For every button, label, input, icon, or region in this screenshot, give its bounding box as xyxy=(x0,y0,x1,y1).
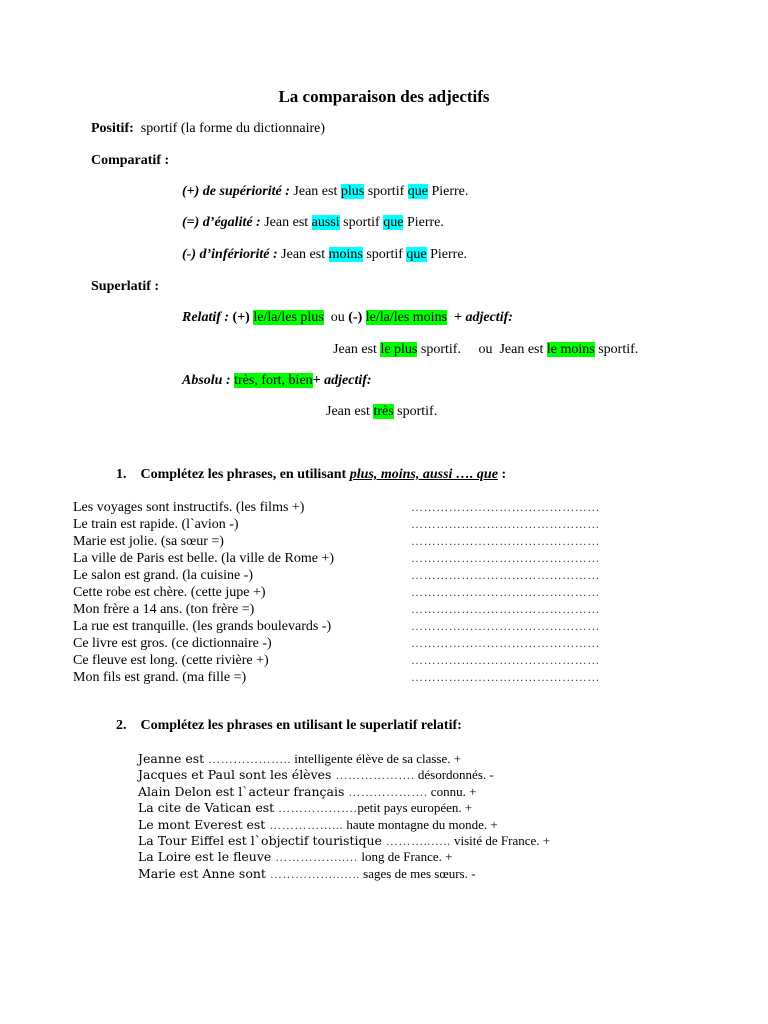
exercise1-instruction: Complétez les phrases, en utilisant xyxy=(140,467,347,482)
exercise1-colon: : xyxy=(501,467,507,482)
exercise2-list xyxy=(138,751,550,882)
list-item: Ce livre est gros. (ce dictionnaire -) xyxy=(73,636,272,651)
answer-blank: ……………………………………… xyxy=(411,670,600,684)
answer-blank: ……………………………………… xyxy=(411,636,600,650)
list-item: Marie est jolie. (sa sœur =) xyxy=(73,534,224,549)
answer-blank: ……………………………………… xyxy=(411,619,600,633)
comparatif-row-inferiorite xyxy=(182,247,467,263)
row-pre: Jean est xyxy=(293,184,338,199)
inferiorite-label: (-) d’infériorité : xyxy=(182,247,278,262)
list-item: Alain Delon est l`acteur français ………………. connu. + xyxy=(138,783,477,799)
page-title: La comparaison des adjectifs xyxy=(278,87,490,106)
list-item: Mon fils est grand. (ma fille =) xyxy=(73,670,247,685)
highlight-plus: plus xyxy=(340,184,365,199)
row-mid: sportif xyxy=(367,184,405,199)
ex-mid: sportif. ou Jean est xyxy=(420,342,544,357)
answer-blank: ……………………………………… xyxy=(411,602,600,616)
answer-blank: ……………………………………… xyxy=(411,585,600,599)
highlight-aussi: aussi xyxy=(311,215,340,230)
absolu-label: Absolu : xyxy=(182,373,231,388)
list-item: La ville de Paris est belle. (la ville de Rome +) xyxy=(73,551,334,566)
ex-pre: Jean est xyxy=(326,404,370,419)
superlatif-absolu-example xyxy=(326,404,437,420)
highlight-tres-fort-bien: très, fort, bien xyxy=(234,373,313,388)
exercise1-answer-blanks xyxy=(411,499,600,686)
superlatif-relatif-example xyxy=(333,342,638,358)
ou-text: ou xyxy=(330,310,345,325)
exercise2-instruction: Complétez les phrases en utilisant le superlatif relatif: xyxy=(140,718,462,733)
row-mid: sportif xyxy=(366,247,403,262)
answer-blank: ……………………………………… xyxy=(411,534,600,548)
answer-blank: ……………………………………… xyxy=(411,568,600,582)
ex-post: sportif. xyxy=(397,404,438,419)
superiorite-label: (+) de supériorité : xyxy=(182,184,290,199)
row-post: Pierre. xyxy=(406,215,444,230)
list-item: La rue est tranquille. (les grands boulevards -) xyxy=(73,619,332,634)
list-item: Jeanne est ……………….. intelligente élève de sa classe. + xyxy=(138,751,462,766)
superlatif-label: Superlatif : xyxy=(91,279,160,294)
highlight-le-moins: le moins xyxy=(546,342,595,357)
highlight-moins: moins xyxy=(328,247,363,262)
row-pre: Jean est xyxy=(264,215,309,230)
exercise2-heading xyxy=(116,718,462,734)
list-item: Cette robe est chère. (cette jupe +) xyxy=(73,585,266,600)
answer-blank: ……………………………………… xyxy=(411,653,600,667)
highlight-que: que xyxy=(383,215,404,230)
list-item: La cite de Vatican est ……………….petit pays européen. + xyxy=(138,800,473,816)
superlatif-absolu-line xyxy=(182,373,372,389)
row-mid: sportif xyxy=(343,215,380,230)
egalite-label: (=) d’égalité : xyxy=(182,215,261,230)
absolu-suffix: + adjectif: xyxy=(312,373,372,388)
answer-blank: ……………………………………… xyxy=(411,517,600,531)
list-item: Mon frère a 14 ans. (ton frère =) xyxy=(73,602,255,617)
relatif-label: Relatif : xyxy=(182,310,230,325)
highlight-que: que xyxy=(406,247,427,262)
highlight-le-la-les-plus: le/la/les plus xyxy=(253,310,324,325)
list-item: Le train est rapide. (l`avion -) xyxy=(73,517,239,532)
ex-post: sportif. xyxy=(598,342,639,357)
list-item: Les voyages sont instructifs. (les films +) xyxy=(73,500,305,515)
answer-blank: ……………………………………… xyxy=(411,500,600,514)
highlight-tres: très xyxy=(373,404,394,419)
exercise1-keywords: plus, moins, aussi …. que xyxy=(349,467,498,482)
superlatif-relatif-line xyxy=(182,310,513,326)
highlight-le-la-les-moins: le/la/les moins xyxy=(365,310,448,325)
list-item: Le salon est grand. (la cuisine -) xyxy=(73,568,253,583)
answer-blank: ……………………………………… xyxy=(411,551,600,565)
row-post: Pierre. xyxy=(430,247,468,262)
row-pre: Jean est xyxy=(281,247,326,262)
row-post: Pierre. xyxy=(431,184,469,199)
list-item: Jacques et Paul sont les élèves ………………. désordonnés. - xyxy=(138,767,494,783)
exercise1-heading xyxy=(116,467,506,483)
positif-line xyxy=(91,121,325,137)
minus-sign: (-) xyxy=(348,310,363,325)
list-item: Marie est Anne sont ……………..….. sages de mes sœurs. - xyxy=(138,865,476,881)
comparatif-label: Comparatif : xyxy=(91,153,170,168)
list-item: Le mont Everest est ……………... haute montagne du monde. + xyxy=(138,816,498,832)
comparatif-row-superiorite xyxy=(182,184,468,200)
comparatif-row-egalite xyxy=(182,215,444,231)
list-item: Ce fleuve est long. (cette rivière +) xyxy=(73,653,269,668)
list-item: La Loire est le fleuve ……………..… long de France. + xyxy=(138,849,453,865)
ex-pre: Jean est xyxy=(333,342,377,357)
highlight-le-plus: le plus xyxy=(380,342,418,357)
adjectif-suffix: + adjectif: xyxy=(454,310,513,325)
positif-text: sportif (la forme du dictionnaire) xyxy=(140,121,326,136)
list-item: La Tour Eiffel est l`objectif touristique ………..….. visité de France. + xyxy=(138,833,551,849)
exercise1-list xyxy=(73,499,334,686)
exercise1-number: 1. xyxy=(116,467,127,482)
highlight-que: que xyxy=(407,184,428,199)
plus-sign: (+) xyxy=(232,310,250,325)
positif-label: Positif: xyxy=(91,121,134,136)
exercise2-number: 2. xyxy=(116,718,127,733)
